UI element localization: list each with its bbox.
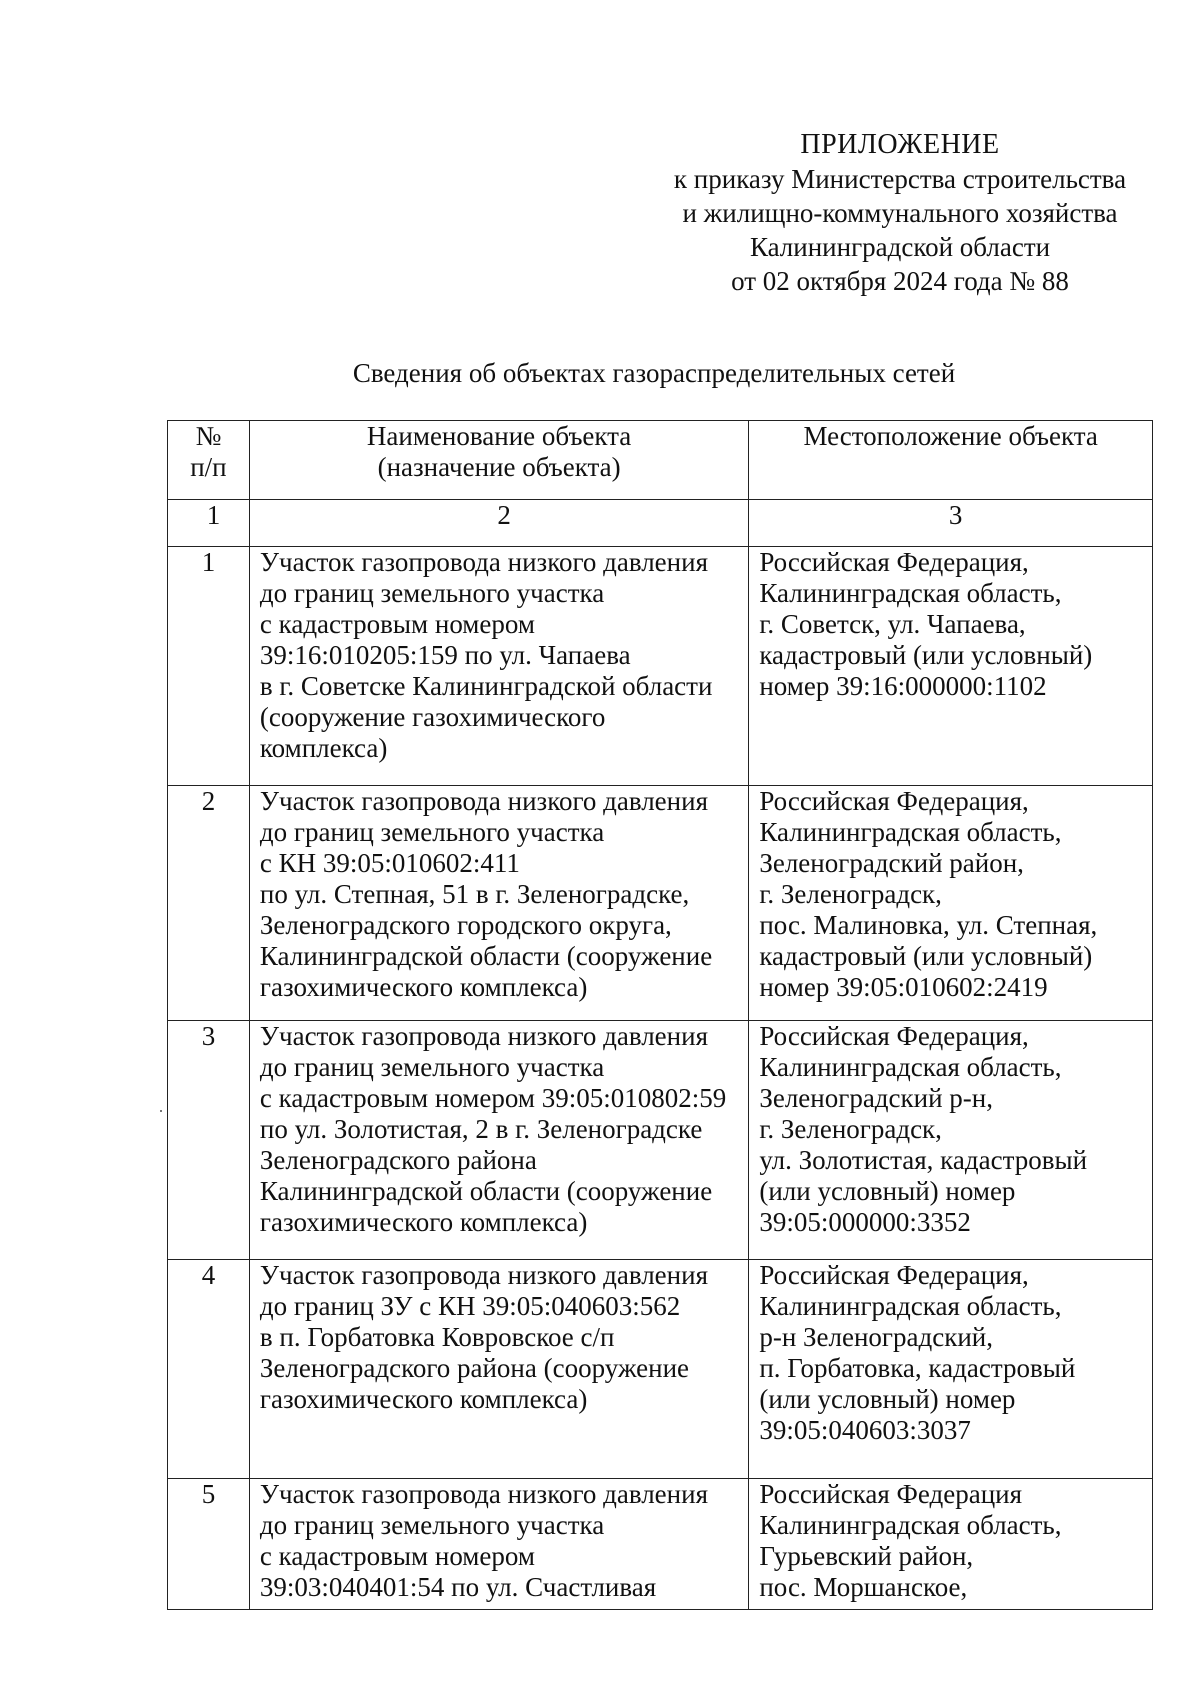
annex-line-2: и жилищно-коммунального хозяйства <box>682 198 1118 228</box>
row-number: 5 <box>168 1479 250 1610</box>
annex-line-4: от 02 октября 2024 года № 88 <box>731 266 1069 296</box>
row-number: 3 <box>168 1021 250 1260</box>
header-num: № п/п <box>168 421 250 500</box>
table-row <box>168 1021 1153 1260</box>
table-row <box>168 1260 1153 1479</box>
annex-title: ПРИЛОЖЕНИЕ <box>800 129 1000 160</box>
table-row <box>168 1479 1153 1610</box>
object-location: Российская Федерация, Калининградская область, Зеленоградский р-н, г. Зеленоградск, ул. Золотистая, кадастровый (или условный) номер 39:05:000000:3352 <box>749 1021 1153 1260</box>
header-name: Наименование объекта (назначение объекта) <box>249 421 748 500</box>
annex-line-1: к приказу Министерства строительства <box>673 164 1127 194</box>
index-cell: 1 <box>168 500 250 547</box>
index-cell: 2 <box>249 500 748 547</box>
table-header-row <box>168 421 1153 500</box>
object-location: Российская Федерация, Калининградская область, р-н Зеленоградский, п. Горбатовка, кадастровый (или условный) номер 39:05:040603:3037 <box>749 1260 1153 1479</box>
column-index-row <box>168 500 1153 547</box>
objects-table <box>167 420 1153 1610</box>
scan-speck <box>160 1110 162 1112</box>
object-name: Участок газопровода низкого давления до границ земельного участка с кадастровым номером 39:03:040401:54 по ул. Счастливая <box>249 1479 748 1610</box>
annex-line-3: Калининградской области <box>749 232 1051 262</box>
table-row <box>168 786 1153 1021</box>
object-location: Российская Федерация, Калининградская область, Зеленоградский район, г. Зеленоградск, пос. Малиновка, ул. Степная, кадастровый (или условный) номер 39:05:010602:2419 <box>749 786 1153 1021</box>
row-number: 4 <box>168 1260 250 1479</box>
index-cell: 3 <box>749 500 1153 547</box>
object-location: Российская Федерация Калининградская область, Гурьевский район, пос. Моршанское, <box>749 1479 1153 1610</box>
annex-header <box>640 128 1160 298</box>
row-number: 2 <box>168 786 250 1021</box>
object-name: Участок газопровода низкого давления до границ земельного участка с кадастровым номером 39:05:010802:59 по ул. Золотистая, 2 в г. Зеленоградске Зеленоградского района Калининградской области (сооружение газохимического комплекса) <box>249 1021 748 1260</box>
object-name: Участок газопровода низкого давления до границ земельного участка с кадастровым номером 39:16:010205:159 по ул. Чапаева в г. Советске Калининградской области (сооружение газохимического комплекса) <box>249 547 748 786</box>
table-row <box>168 547 1153 786</box>
object-name: Участок газопровода низкого давления до границ ЗУ с КН 39:05:040603:562 в п. Горбатовка Ковровское с/п Зеленоградского района (сооружение газохимического комплекса) <box>249 1260 748 1479</box>
document-title: Сведения об объектах газораспределительных сетей <box>352 358 956 388</box>
object-location: Российская Федерация, Калининградская область, г. Советск, ул. Чапаева, кадастровый (или условный) номер 39:16:000000:1102 <box>749 547 1153 786</box>
row-number: 1 <box>168 547 250 786</box>
object-name: Участок газопровода низкого давления до границ земельного участка с КН 39:05:010602:411 по ул. Степная, 51 в г. Зеленоградске, Зеленоградского городского округа, Калининградской области (сооружение газохимического комплекса) <box>249 786 748 1021</box>
header-location: Местоположение объекта <box>749 421 1153 500</box>
